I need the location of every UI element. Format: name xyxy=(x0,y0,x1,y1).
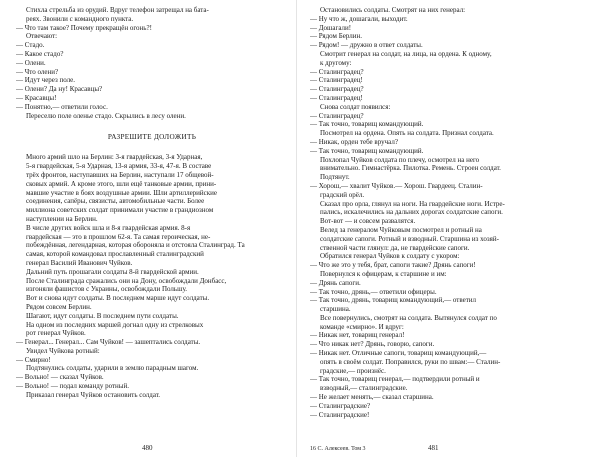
text-line: — Никак нет. Отличные сапоги, товарищ командующий,— xyxy=(310,349,487,358)
text-line: Отвечают: xyxy=(26,32,58,41)
text-line: Посмотрел на ордена. Опять на солдата. Признал солдата. xyxy=(320,129,494,138)
text-line: — Понятно,— ответили голос. xyxy=(16,102,108,111)
text-line: изгоняли фашистов с Украины, освобождали Польшу. xyxy=(26,285,188,294)
text-line: — Сталинградец? xyxy=(310,85,364,94)
text-line: Дальний путь прошагали солдаты 8-й гвардейской армии. xyxy=(26,267,199,276)
text-line: градский орёл. xyxy=(320,190,365,199)
text-line: гвардейская — это в прошлом 62-я. Та самая героическая, не- xyxy=(26,232,211,241)
text-line: реях. Звонили с командного пункта. xyxy=(26,14,134,23)
text-line: — Рядом Берлин. xyxy=(310,32,362,41)
text-line: — Сталинградец? xyxy=(310,111,364,120)
right-body-text xyxy=(310,6,582,419)
text-line: Все повернулись, смотрят на солдата. Вытянулся солдат по xyxy=(320,313,497,322)
text-line: побеждённая, легендарная, которая обороняла и отстояла Сталинград. Та xyxy=(26,241,245,250)
text-line: Много армий шло на Берлин: 3-я гвардейская, 3-я Ударная, xyxy=(26,153,203,162)
text-line: взводный,— сталинградские. xyxy=(320,384,408,393)
text-line: миллиона советских солдат принимали участие в грандиозном xyxy=(26,206,214,215)
text-line: После Сталинграда сражались они на Дону, освобождали Донбасс, xyxy=(26,276,227,285)
text-line: — Сталинградские! xyxy=(310,410,370,419)
text-line: Шагают, идут солдаты. В последнем пути солдаты. xyxy=(26,311,179,320)
text-line: Приказал генерал Чуйков остановить солдат. xyxy=(26,390,161,399)
text-line: В числе других войск шла и 8-я гвардейская армия. 8-я xyxy=(26,223,191,232)
text-line: старшина. xyxy=(320,305,351,314)
left-top-text xyxy=(16,6,288,120)
text-line: Рядом совсем Берлин. xyxy=(26,302,92,311)
text-line: ственной части глянул: да, не гвардейские сапоги. xyxy=(320,243,470,252)
text-line: к другому: xyxy=(320,58,352,67)
left-body-text xyxy=(16,153,288,399)
text-line: Увидел Чуйкова ротный: xyxy=(26,346,100,355)
text-line: — Вольно! — подал команду ротный. xyxy=(16,382,129,391)
text-line: — Так точно, дрянь,— ответили офицеры. xyxy=(310,287,437,296)
text-line: — Что же это у тебя, брат, сапоги такие? Дрянь сапоги! xyxy=(310,261,476,270)
text-line: — Сталинградец? xyxy=(310,67,364,76)
text-line: 5-я гвардейская, 5-я Ударная, 13-я армия, 33-я, 47-я. В составе xyxy=(26,162,212,171)
text-line: — Сталинградец! xyxy=(310,76,363,85)
text-line: Обратился генерал Чуйков к солдату с укором: xyxy=(320,252,460,261)
text-line: — Рядом! — дружно в ответ солдаты. xyxy=(310,41,423,50)
text-line: Стихла стрельба из орудий. Вдруг телефон затрещал на бата- xyxy=(26,6,209,14)
text-line: — Олени. xyxy=(16,58,46,67)
text-line: Переселю поле оленье стадо. Скрылись в лесу олени. xyxy=(26,111,186,120)
right-page xyxy=(310,6,582,456)
text-line: — Так точно, товарищ командующий. xyxy=(310,146,424,155)
text-line: — Генерал... Генерал... Сам Чуйков! — зашептались солдаты. xyxy=(16,338,201,347)
text-line: генерал Василий Иванович Чуйков. xyxy=(26,258,133,267)
text-line: Велед за генералом Чуйковым посмотрел и ротный на xyxy=(320,225,482,234)
text-line: — Смирно! xyxy=(16,355,51,364)
text-line: — Вольно! — сказал Чуйков. xyxy=(16,373,104,382)
text-line: — Олени? Да ну! Красавцы? xyxy=(16,85,103,94)
text-line: — Сталинградец! xyxy=(310,93,363,102)
text-line: — Не желает менять,— сказал старшина. xyxy=(310,393,434,402)
right-page-number: 481 xyxy=(428,444,439,452)
text-line: пались, искалечились на дальних дорогах солдатские сапоги. xyxy=(320,208,503,217)
text-line: — Хорош,— хвалит Чуйков.— Хорош. Гвардеец. Сталин- xyxy=(310,181,483,190)
text-line: соединения, сапёры, связисты, автомобильные части. Более xyxy=(26,197,205,206)
text-line: опять в своём солдат. Поправился, руки по швам:— Сталин- xyxy=(320,357,501,366)
text-line: — Идут через поле. xyxy=(16,76,76,85)
text-line: Смотрит генерал на солдат, на лица, на ордена. К одному, xyxy=(320,49,492,58)
text-line: мавшие участие в боях воздушные армии. Шли артиллерийские xyxy=(26,188,218,197)
text-line: — Никак, орден тебе вручал? xyxy=(310,137,398,146)
printer-signature: 16 С. Алексеев. Том 3 xyxy=(310,446,366,452)
text-line: самая, которой командовал прославленный сталинградский xyxy=(26,250,204,259)
text-line: трёх фронтов, наступавших на Берлин, наступали 17 общевой- xyxy=(26,170,214,179)
text-line: — Сталинградские? xyxy=(310,401,371,410)
text-line: Подтянут. xyxy=(320,173,350,182)
left-page-number: 480 xyxy=(142,444,153,452)
text-line: Сказал про орла, глянул на ноги. На гвардейские ноги. Истре- xyxy=(320,199,505,208)
text-line: градские,— произнёс. xyxy=(320,366,386,375)
text-line: — Дошагали! xyxy=(310,23,352,32)
text-line: Снова солдат появился: xyxy=(320,102,391,111)
text-line: — Так точно, товарищ генерал,— подтвердили ротный и xyxy=(310,375,480,384)
left-page xyxy=(16,6,288,456)
text-line: — Дрянь сапоги. xyxy=(310,278,361,287)
section-heading: РАЗРЕШИТЕ ДОЛОЖИТЬ xyxy=(107,133,197,142)
text-line: солдатские сапоги. Ротный и взводный. Старшина из хозяй- xyxy=(320,234,499,243)
text-line: — Стадо. xyxy=(16,41,45,50)
text-line: — Красавцы! xyxy=(16,93,57,102)
text-line: Вот-вот — и совсем развалятся. xyxy=(320,217,416,226)
text-line: внимательно. Гимнастёрка. Пилотка. Ремень. Строен солдат. xyxy=(320,164,501,173)
text-line: — Что никак нет? Дрянь, говорю, сапоги. xyxy=(310,340,435,349)
text-line: — Так точно, дрянь, товарищ командующий,— ответил xyxy=(310,296,477,305)
text-line: наступлении на Берлин. xyxy=(26,214,98,223)
text-line: рот генерал Чуйков. xyxy=(26,329,86,338)
text-line: На одном из последних маршей догнал одну из стрелковых xyxy=(26,320,204,329)
text-line: команде «смирно». И вдруг: xyxy=(320,322,404,331)
page-gutter xyxy=(296,0,297,457)
text-line: Повернулся к офицерам, к старшине и им: xyxy=(320,269,447,278)
text-line: Похлопал Чуйков солдата по плечу, осмотрел на него xyxy=(320,155,480,164)
text-line: Остановились солдаты. Смотрят на них генерал: xyxy=(320,6,466,14)
text-line: сковых армий. А кроме этого, шли ещё танковые армии, прини- xyxy=(26,179,217,188)
text-line: — Ну что ж, дошагали, выходит. xyxy=(310,14,408,23)
text-line: Вот и снова идут солдаты. В последнем марше идут солдаты. xyxy=(26,294,210,303)
text-line: — Никак нет, товарищ генерал! xyxy=(310,331,405,340)
text-line: — Что олени? xyxy=(16,67,59,76)
text-line: — Какое стадо? xyxy=(16,49,64,58)
text-line: Подтянулись солдаты, ударили в землю парадным шагом. xyxy=(26,364,199,373)
text-line: — Так точно, товарищ командующий. xyxy=(310,120,424,129)
text-line: — Что там такое? Почему прекращён огонь?! xyxy=(16,23,152,32)
